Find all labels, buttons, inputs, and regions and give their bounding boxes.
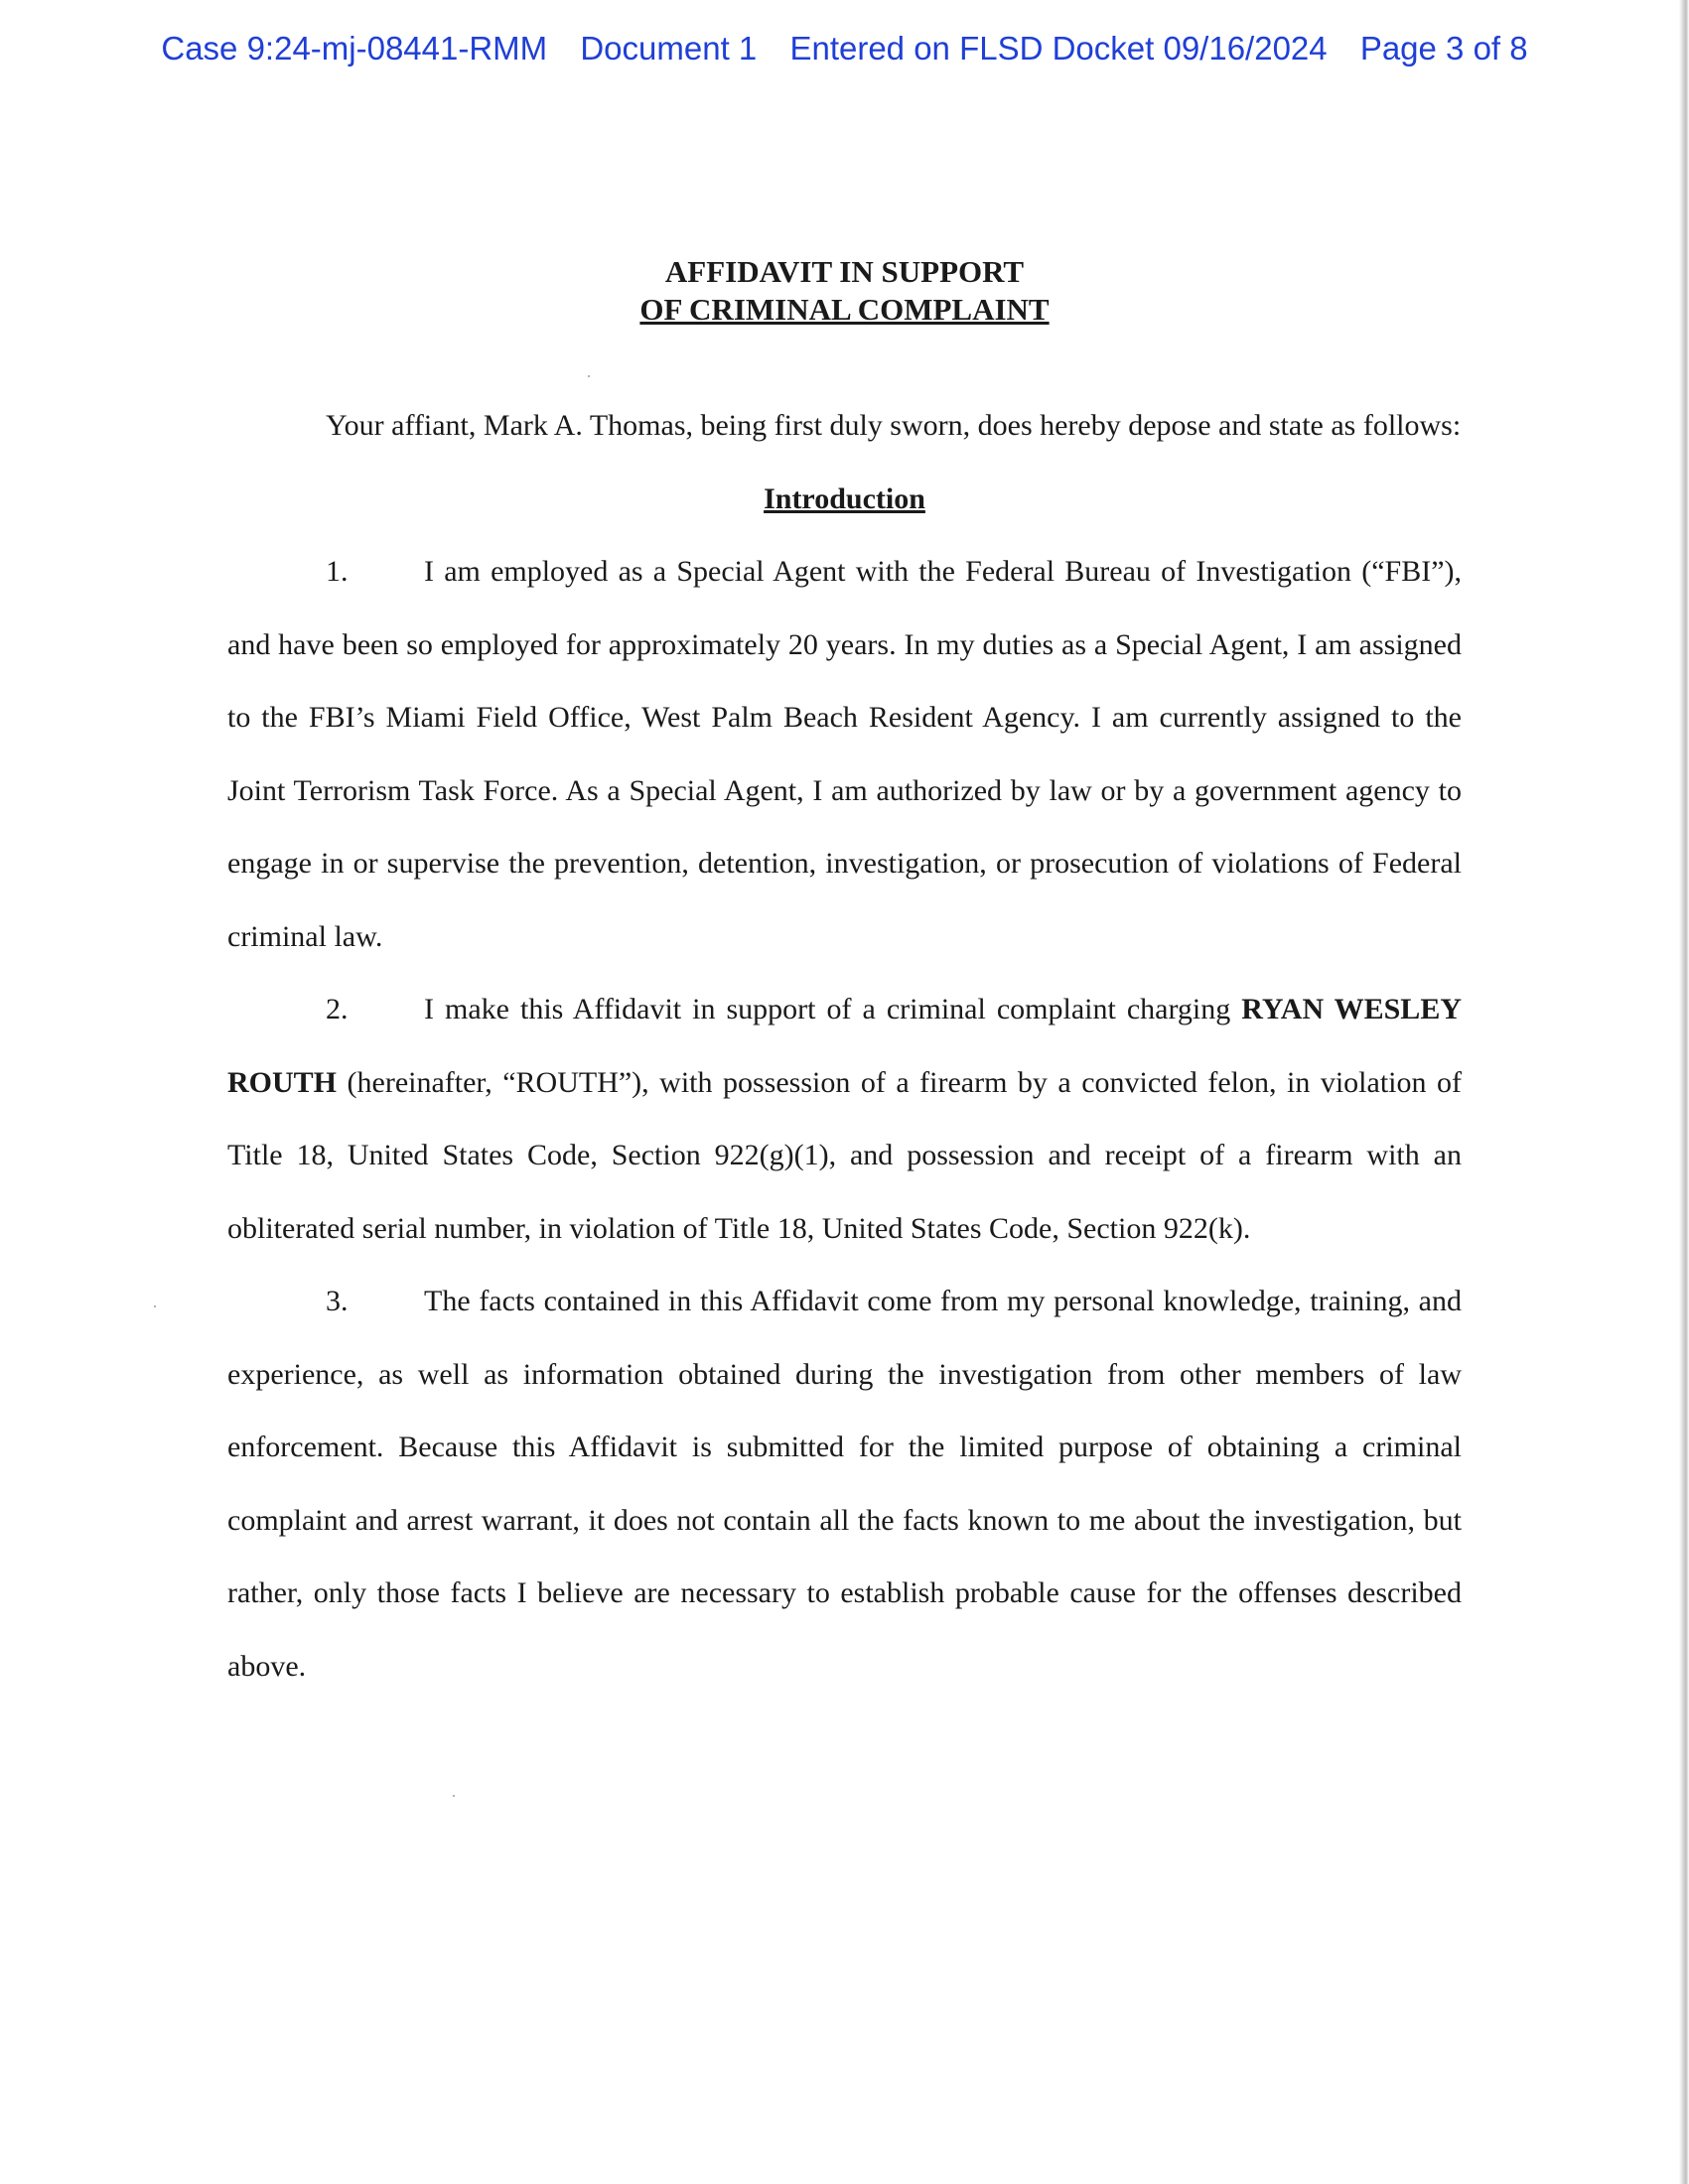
- scan-speck: [453, 1795, 455, 1797]
- document-title: [0, 253, 1689, 329]
- intro-paragraph: Your affiant, Mark A. Thomas, being first duly sworn, does hereby depose and state as follows:: [326, 409, 1462, 442]
- paragraph-3: [227, 1265, 1462, 1703]
- paragraph-text-after: (hereinafter, “ROUTH”), with possession of a firearm by a convicted felon, in violation of Title 18, United States Code, Section 922(g)(1), and possession and receipt of a firearm with an obliterated serial number, in violation of Title 18, United States Code, Section 922(k).: [227, 1065, 1462, 1245]
- docket-entry-date: Entered on FLSD Docket 09/16/2024: [789, 30, 1328, 67]
- scan-speck: [154, 1305, 156, 1307]
- case-number: Case 9:24-mj-08441-RMM: [161, 30, 548, 67]
- scan-speck: [588, 375, 590, 377]
- affidavit-body: [227, 389, 1462, 1703]
- paragraph-number: 1.: [326, 555, 349, 588]
- paragraph-number: 2.: [326, 993, 349, 1025]
- paragraph-text-before: I make this Affidavit in support of a criminal complaint charging: [424, 993, 1242, 1025]
- paragraph-number: 3.: [326, 1285, 349, 1317]
- paragraph-text: I am employed as a Special Agent with the Federal Bureau of Investigation (“FBI”), and have been so employed for approximately 20 years. In my duties as a Special Agent, I am assigned to the FBI’s Miami Field Office, West Palm Beach Resident Agency. I am currently assigned to the Joint Terrorism Task Force. As a Special Agent, I am authorized by law or by a government agency to engage in or supervise the prevention, detention, investigation, or prosecution of violations of Federal criminal law.: [227, 555, 1462, 953]
- defendant-name: RYAN WESLEY ROUTH: [227, 993, 1462, 1099]
- paragraph-2: [227, 973, 1462, 1265]
- title-line-1: AFFIDAVIT IN SUPPORT: [664, 254, 1025, 289]
- document-number: Document 1: [580, 30, 758, 67]
- docket-header: [0, 30, 1689, 68]
- title-line-2: OF CRIMINAL COMPLAINT: [639, 292, 1050, 327]
- page-indicator: Page 3 of 8: [1359, 30, 1528, 67]
- paragraph-text: The facts contained in this Affidavit come from my personal knowledge, training, and experience, as well as information obtained during the investigation from other members of law enforcement. Because this Affidavit is submitted for the limited purpose of obtaining a criminal complaint and arrest warrant, it does not contain all the facts known to me about the investigation, but rather, only those facts I believe are necessary to establish probable cause for the offenses described above.: [227, 1285, 1462, 1683]
- section-heading-introduction: Introduction: [764, 481, 925, 515]
- paragraph-1: [227, 535, 1462, 973]
